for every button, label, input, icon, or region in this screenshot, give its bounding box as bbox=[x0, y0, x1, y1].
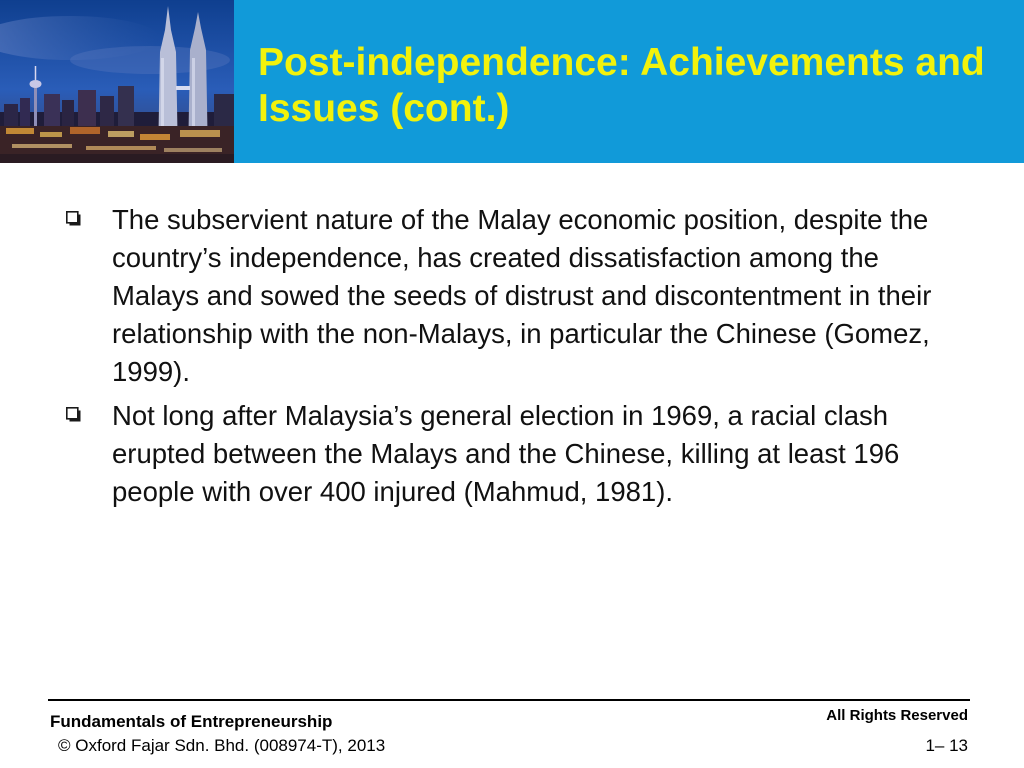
footer-rights: All Rights Reserved bbox=[826, 707, 968, 724]
city-skyline-image bbox=[0, 0, 234, 163]
bullet-item bbox=[66, 397, 966, 511]
footer-page-number: 1– 13 bbox=[925, 736, 968, 755]
bullet-list bbox=[66, 201, 966, 517]
city-skyline-icon bbox=[0, 0, 234, 163]
bullet-item bbox=[66, 201, 966, 391]
slide-header bbox=[0, 0, 1024, 163]
bullet-text: Not long after Malaysia’s general election in 1969, a racial clash erupted between the Malays and the Chinese, killing at least 196 people with over 400 injured (Mahmud, 1981). bbox=[112, 400, 900, 507]
footer-divider bbox=[48, 699, 970, 701]
checkbox-bullet-icon bbox=[66, 211, 81, 226]
bullet-text: The subservient nature of the Malay economic position, despite the country’s independence, has created dissatisfaction among the Malays and sowed the seeds of distrust and discontentment in their relationship with the non-Malays, in particular the Chinese (Gomez, 1999). bbox=[112, 204, 932, 387]
footer-copyright: © Oxford Fajar Sdn. Bhd. (008974-T), 2013 bbox=[58, 736, 386, 755]
footer-book-title: Fundamentals of Entrepreneurship bbox=[50, 712, 333, 731]
slide-title: Post-independence: Achievements and Issues (cont.) bbox=[258, 41, 985, 130]
checkbox-bullet-icon bbox=[66, 407, 81, 422]
